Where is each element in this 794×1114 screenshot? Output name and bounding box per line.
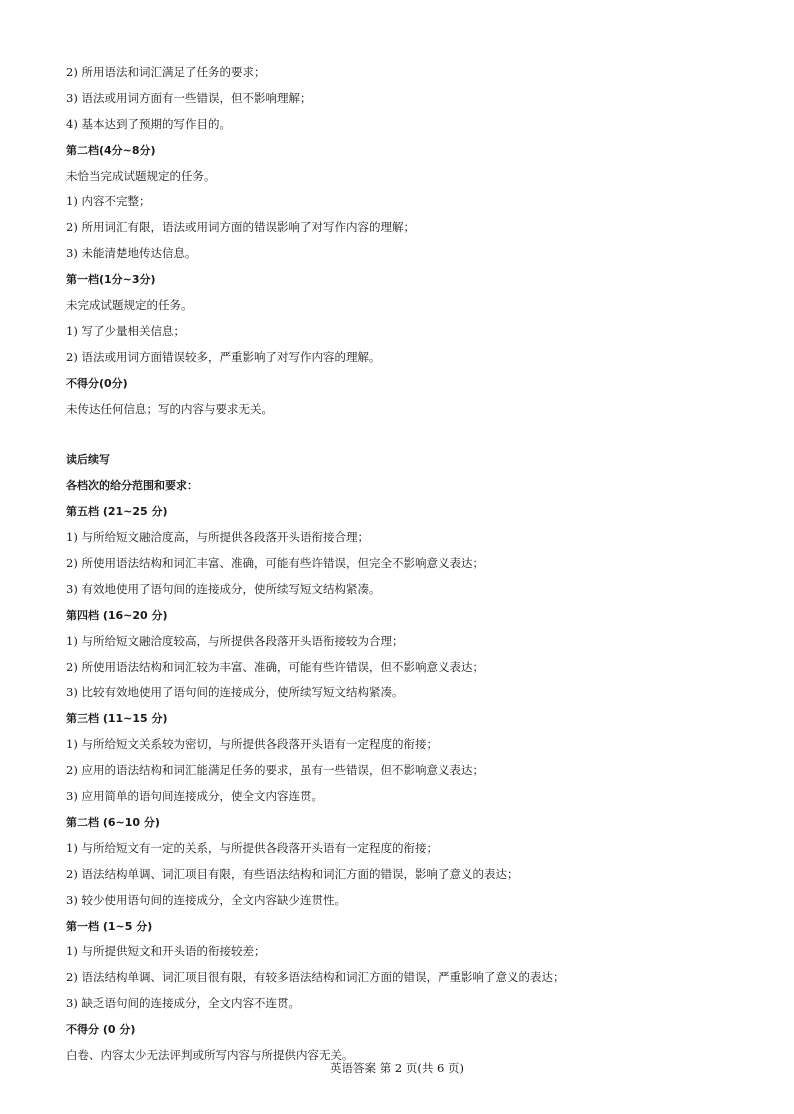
level-heading: 第一档(1分~3分): [66, 273, 156, 287]
criteria-line: 白卷、内容太少无法评判或所写内容与所提供内容无关。: [66, 1047, 354, 1062]
criteria-line: 2) 语法结构单调、词汇项目很有限，有较多语法结构和词汇方面的错误，严重影响了意义的表达；: [66, 970, 565, 985]
criteria-line: 2) 语法结构单调、词汇项目有限，有些语法结构和词汇方面的错误，影响了意义的表达；: [66, 866, 519, 881]
criteria-line: 3) 有效地使用了语句间的连接成分，使所续写短文结构紧凑。: [66, 581, 381, 596]
criteria-line: 2) 所使用语法结构和词汇较为丰富、准确，可能有些许错误，但不影响意义表达；: [66, 659, 484, 674]
criteria-line: 1) 与所给短文关系较为密切，与所提供各段落开头语有一定程度的衔接；: [66, 737, 438, 752]
criteria-line: 2) 所用语法和词汇满足了任务的要求；: [66, 65, 266, 79]
criteria-line: 3) 缺乏语句间的连接成分，全文内容不连贯。: [66, 996, 300, 1011]
criteria-line: 1) 与所给短文融洽度较高，与所提供各段落开头语衔接较为合理；: [66, 633, 404, 648]
level-heading: 不得分(0分): [66, 376, 128, 390]
criteria-line: 1) 与所提供短文和开头语的衔接较差；: [66, 944, 266, 959]
answer-document: [66, 60, 746, 1069]
criteria-line: 3) 语法或用词方面有一些错误，但不影响理解；: [66, 90, 312, 105]
page-footer: 英语答案 第 2 页(共 6 页): [330, 1061, 464, 1075]
level-heading: 第一档 (1~5 分): [66, 919, 153, 933]
criteria-line: 1) 写了少量相关信息；: [66, 323, 185, 338]
criteria-line: 4) 基本达到了预期的写作目的。: [66, 116, 231, 131]
level-heading: 第二档 (6~10 分): [66, 815, 160, 829]
section-subtitle: 各档次的给分范围和要求：: [66, 479, 198, 493]
criteria-line: 未完成试题规定的任务。: [66, 298, 193, 313]
level-heading: 第五档 (21~25 分): [66, 505, 168, 519]
criteria-line: 2) 应用的语法结构和词汇能满足任务的要求，虽有一些错误，但不影响意义表达；: [66, 763, 484, 778]
criteria-line: 3) 较少使用语句间的连接成分，全文内容缺少连贯性。: [66, 892, 346, 907]
criteria-line: 3) 未能清楚地传达信息。: [66, 246, 197, 261]
criteria-line: 1) 与所给短文融洽度高，与所提供各段落开头语衔接合理；: [66, 530, 369, 545]
criteria-line: 未恰当完成试题规定的任务。: [66, 168, 216, 183]
section-title: 读后续写: [66, 453, 110, 467]
criteria-line: 1) 内容不完整；: [66, 194, 151, 209]
criteria-line: 2) 语法或用词方面错误较多，严重影响了对写作内容的理解。: [66, 349, 381, 364]
level-heading: 第四档 (16~20 分): [66, 608, 168, 622]
criteria-line: 1) 与所给短文有一定的关系，与所提供各段落开头语有一定程度的衔接；: [66, 840, 438, 855]
criteria-line: 2) 所使用语法结构和词汇丰富、准确，可能有些许错误，但完全不影响意义表达；: [66, 556, 484, 571]
section-spacer: [66, 422, 746, 447]
criteria-line: 3) 应用简单的语句间连接成分，使全文内容连贯。: [66, 789, 323, 804]
level-heading: 不得分 (0 分): [66, 1023, 136, 1037]
criteria-line: 2) 所用词汇有限，语法或用词方面的错误影响了对写作内容的理解；: [66, 220, 415, 235]
criteria-line: 3) 比较有效地使用了语句间的连接成分，使所续写短文结构紧凑。: [66, 685, 404, 700]
criteria-line: 未传达任何信息；写的内容与要求无关。: [66, 401, 273, 416]
level-heading: 第三档 (11~15 分): [66, 712, 168, 726]
level-heading: 第二档(4分~8分): [66, 143, 156, 157]
